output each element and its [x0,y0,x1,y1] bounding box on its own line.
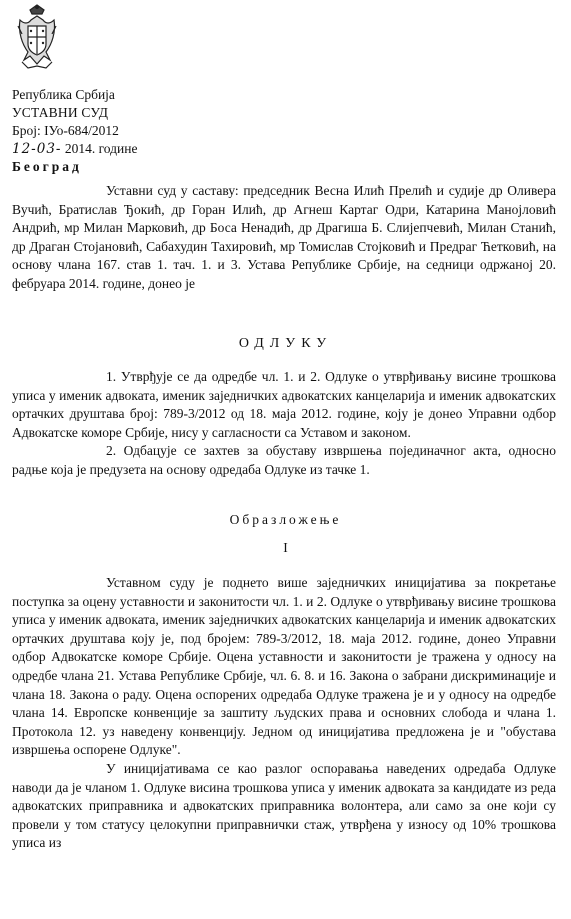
coat-of-arms-icon [16,4,58,72]
decision-section [12,368,556,480]
decision-item: 1. Утврђује се да одредбе чл. 1. и 2. Одлуке о утврђивању висине трошкова уписа у именик адвоката, именик заједничких адвокатских канцеларија и именик адвокатских ортачких друштава број: 789-3/2012 од 18. маја 2012. године, коју је донео Управни одбор Адвокатске коморе Србије, нису у сагласности са Уставом и законом. [12,369,556,440]
decision-item: 2. Одбацује се захтев за обуставу извршења појединачног акта, односно радње која је предузета на основу одредаба Одлуке из тачке 1. [12,443,556,477]
section-number: I [283,540,288,555]
reasoning-section [12,574,556,853]
header-date [12,140,137,158]
reasoning-paragraph: У иницијативама се као разлог оспоравања наведених одредаба Одлуке наводи да је чланом 1. Одлуке висина трошкова уписа у именик адвоката за кандидате из реда адвокатских приправника и адвокатских приправника волонтера, али само за оне који су провели у том статусу целокупни приправнички стаж, утврђена у износу од 10% трошкова уписа из [12,760,556,851]
header-city: Београд [12,159,82,174]
reasoning-paragraph: Уставном суду је поднето више заједничких иницијатива за покретање поступка за оцену уставности и законитости чл. 1. и 2. Одлуке о утврђивању висине трошкова уписа у именик адвоката, именик заједничких адвокатских канцеларија и именик адвокатских ортачких друштава коју је, под бројем: 789-3/2012, 18. маја 2012. године, донео Управни одбор Адвокатске коморе Србије. Оцена уставности и законитости је тражена у односу на одредбе члана 21. Устава Републике Србије, чл. 6. 8. и 16. Закона о забрани дискриминације и члана 18. Закона о раду. Оцена оспорених одредаба Одлуке тражена је и у односу на одредбе члана 14. Европске конвенције за заштиту људских права и основних слобода и члана 1. Протокола 12. уз наведену конвенцију. Једном од иницијатива предложена је и "обустава извршења оспорене Одлуке". [12,575,556,758]
header-country: Република Србија [12,87,115,102]
reasoning-title: Образложење [229,512,342,527]
header-case-number: Број: IУо-684/2012 [12,123,119,138]
decision-title: ОДЛУКУ [238,336,333,351]
header-date-year: 2014. године [61,141,138,156]
handwritten-date: 12-03- [12,141,62,157]
intro-paragraph: Уставни суд у саставу: председник Весна Илић Прелић и судије др Оливера Вучић, Братислав Ђокић, др Горан Илић, др Агнеш Картаг Одри, Катарина Манојловић Андрић, мр Милан Марковић, др Боса Ненадић, др Драгиша Б. Слијепчевић, Милан Станић, др Драган Стојановић, Сабахудин Тахировић, мр Томислав Стојковић и Предраг Ћетковић, на основу члана 167. став 1. тач. 1. и 3. Устава Републике Србије, на седници одржаној 20. фебруара 2014. године, донео је [12,183,556,291]
intro-section [12,182,556,294]
header-court: УСТАВНИ СУД [12,105,109,120]
